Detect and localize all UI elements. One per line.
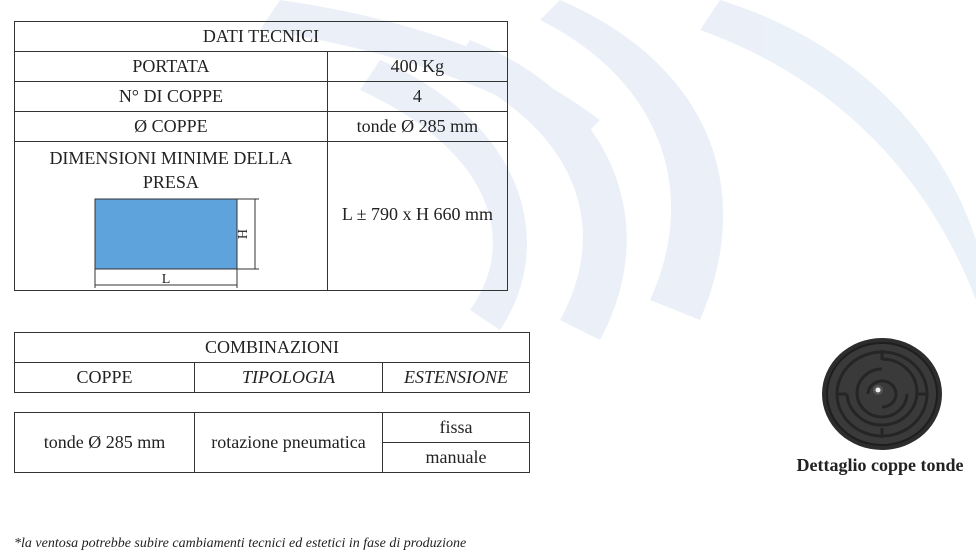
table-row bbox=[15, 413, 530, 443]
combinations-header-cups: COPPE bbox=[15, 363, 195, 393]
round-suction-cup-image bbox=[820, 336, 944, 452]
product-caption: Dettaglio coppe tonde bbox=[796, 455, 964, 475]
combination-type: rotazione pneumatica bbox=[195, 413, 383, 473]
spec-row-dimensions bbox=[15, 142, 508, 291]
technical-data-title: DATI TECNICI bbox=[15, 22, 508, 52]
combination-cups: tonde Ø 285 mm bbox=[15, 413, 195, 473]
dimension-cell bbox=[15, 142, 328, 291]
combinations-header-table bbox=[14, 332, 530, 393]
dimension-label: DIMENSIONI MINIME DELLA PRESA bbox=[49, 148, 293, 192]
combinations-table bbox=[14, 412, 530, 473]
spec-value: 400 Kg bbox=[327, 52, 507, 82]
dimension-l-label: L bbox=[161, 272, 171, 287]
combinations-header-extension: ESTENSIONE bbox=[383, 363, 530, 393]
spec-value: 4 bbox=[327, 82, 507, 112]
dimension-h-label: H bbox=[236, 228, 251, 240]
spec-label: PORTATA bbox=[15, 52, 328, 82]
combination-extension: fissa bbox=[383, 413, 530, 443]
combinations-header-type: TIPOLOGIA bbox=[195, 363, 383, 393]
spec-value: tonde Ø 285 mm bbox=[327, 112, 507, 142]
footnote: *la ventosa potrebbe subire cambiamenti tecnici ed estetici in fase di produzione bbox=[14, 536, 467, 551]
dimension-diagram bbox=[93, 197, 273, 289]
dimension-value: L ± 790 x H 660 mm bbox=[327, 142, 507, 291]
spec-row bbox=[15, 112, 508, 142]
spec-label: Ø COPPE bbox=[15, 112, 328, 142]
spec-row bbox=[15, 82, 508, 112]
combination-extension: manuale bbox=[383, 443, 530, 473]
spec-row bbox=[15, 52, 508, 82]
technical-data-table bbox=[14, 21, 508, 291]
combinations-title: COMBINAZIONI bbox=[15, 333, 530, 363]
dimension-rectangle bbox=[95, 199, 237, 269]
spec-label: N° DI COPPE bbox=[15, 82, 328, 112]
